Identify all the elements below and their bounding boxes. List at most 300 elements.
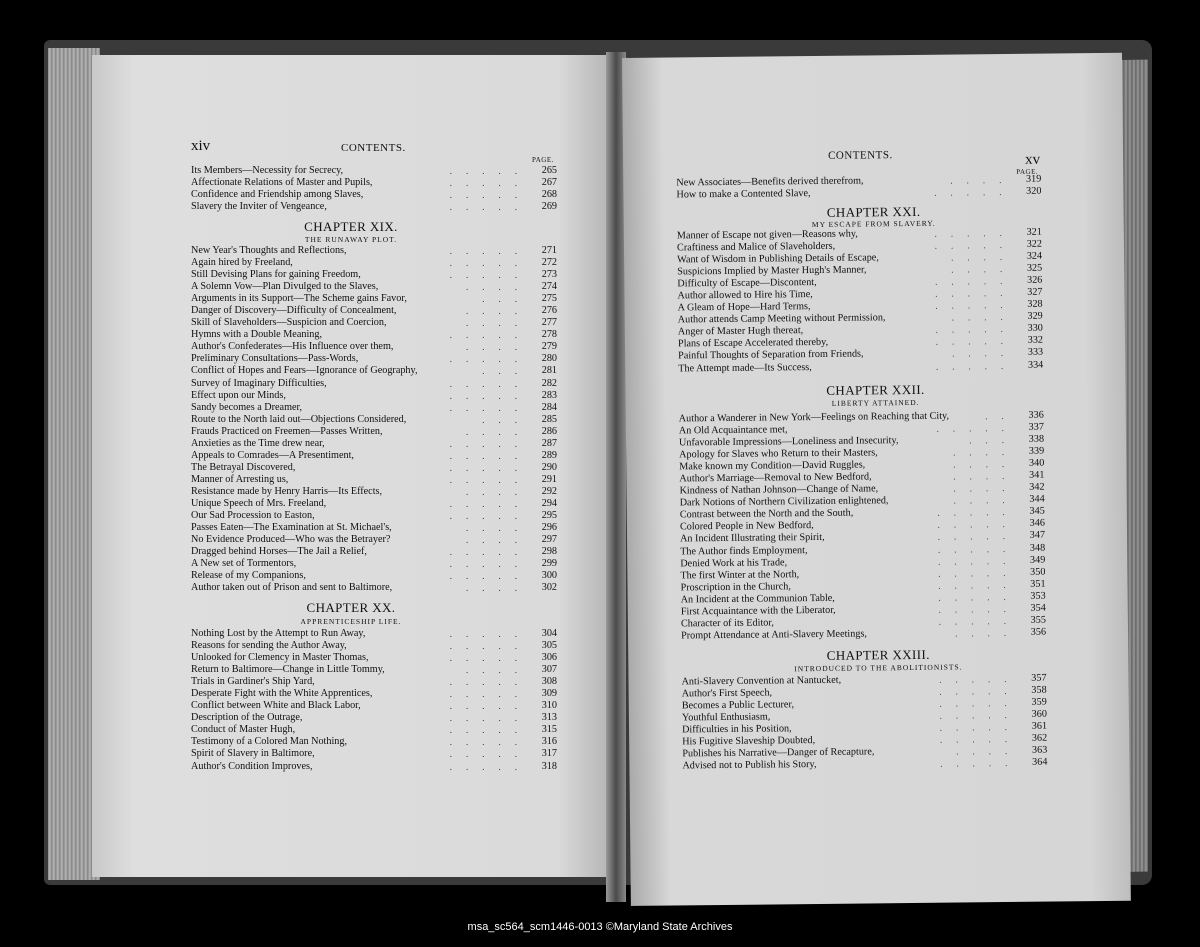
toc-entry-page: 299	[541, 558, 557, 570]
toc-list-chapter-22	[679, 410, 1046, 643]
leader-dots: ....	[466, 318, 531, 329]
chapter-heading: CHAPTER XXI.	[826, 203, 921, 220]
toc-entry	[191, 378, 557, 390]
toc-entry-page: 334	[1027, 359, 1044, 371]
toc-entry-title: Author's Confederates—His Influence over them,	[191, 341, 394, 353]
leader-dots: .....	[449, 761, 531, 772]
toc-entry-title: Testimony of a Colored Man Nothing,	[191, 736, 348, 748]
toc-entry	[191, 365, 557, 377]
toc-entry-page: 354	[1030, 602, 1046, 614]
leader-dots: .....	[936, 422, 1018, 434]
leader-dots: .....	[939, 697, 1021, 709]
leader-dots: .....	[940, 758, 1022, 770]
toc-entry-title: An Old Acquaintance met,	[678, 424, 788, 437]
leader-dots: .....	[935, 360, 1018, 372]
leader-dots: .....	[449, 677, 531, 688]
toc-entry-title: Denied Work at his Trade,	[680, 556, 788, 569]
toc-entry	[191, 201, 557, 213]
leader-dots: .....	[449, 559, 531, 570]
leader-dots: ....	[466, 523, 531, 534]
toc-entry-page: 357	[1031, 672, 1047, 684]
right-page	[622, 53, 1131, 906]
toc-entry	[191, 700, 557, 712]
leader-dots: ....	[466, 583, 531, 594]
leader-dots: .....	[935, 324, 1017, 336]
toc-entry-title: A Gleam of Hope—Hard Terms,	[677, 301, 811, 314]
toc-entry-title: Publishes his Narrative—Danger of Recapture,	[682, 746, 875, 760]
toc-entry-title: The Author finds Employment,	[680, 544, 808, 557]
toc-entry-page: 330	[1027, 322, 1043, 335]
chapter-subtitle: APPRENTICESHIP LIFE.	[300, 617, 402, 626]
toc-entry-page: 358	[1031, 684, 1047, 696]
leader-dots: .....	[938, 615, 1020, 627]
toc-entry	[191, 341, 557, 353]
leader-dots: ....	[466, 665, 531, 676]
toc-entry-title: Reasons for sending the Author Away,	[191, 640, 347, 652]
leader-dots: .....	[449, 378, 531, 389]
toc-entry-title: The first Winter at the North,	[680, 568, 800, 582]
toc-entry-title: Unlooked for Clemency in Master Thomas,	[191, 652, 369, 664]
toc-entry-page: 287	[541, 437, 557, 449]
toc-entry-page: 291	[541, 473, 557, 485]
toc-entry-title: Its Members—Necessity for Secrecy,	[191, 165, 344, 176]
toc-entry-page: 348	[1029, 542, 1046, 554]
toc-entry-page: 362	[1031, 732, 1048, 744]
toc-entry	[678, 359, 1043, 375]
toc-entry-title: Conflict between White and Black Labor,	[191, 700, 361, 712]
toc-entry	[191, 522, 557, 534]
leader-dots: .....	[937, 555, 1020, 567]
toc-entry-page: 326	[1027, 274, 1043, 286]
toc-entry-page: 280	[541, 353, 557, 365]
toc-entry-page: 285	[541, 413, 557, 425]
toc-entry-title: Still Devising Plans for gaining Freedom,	[191, 269, 361, 281]
toc-entry-title: Becomes a Public Lecturer,	[681, 699, 795, 712]
leader-dots: .....	[449, 462, 531, 473]
toc-list-chapter-21	[677, 227, 1043, 375]
toc-entry-page: 302	[541, 582, 557, 594]
leader-dots: ..	[985, 410, 1018, 422]
toc-entry-page: 306	[541, 652, 557, 664]
toc-entry-title: Make known my Condition—David Ruggles,	[679, 459, 866, 473]
toc-entry	[191, 582, 557, 594]
toc-entry-page: 284	[541, 401, 557, 413]
toc-entry-title: Nothing Lost by the Attempt to Run Away,	[191, 628, 366, 639]
toc-entry-title: An Incident Illustrating their Spirit,	[679, 532, 825, 545]
toc-entry-title: Youthful Enthusiasm,	[681, 711, 771, 724]
leader-dots: .....	[449, 390, 531, 401]
toc-entry-page: 344	[1029, 493, 1045, 506]
leader-dots: .....	[934, 186, 1016, 198]
toc-entry-title: Author's Condition Improves,	[191, 760, 313, 772]
toc-entry-page: 274	[541, 281, 557, 293]
toc-entry-page: 309	[541, 688, 557, 700]
leader-dots: .....	[449, 498, 531, 509]
leader-dots: .....	[938, 591, 1020, 603]
leader-dots: ....	[954, 627, 1021, 639]
toc-entry-title: Affectionate Relations of Master and Pupils,	[191, 177, 373, 189]
toc-entry-title: Sandy becomes a Dreamer,	[191, 401, 303, 413]
toc-entry	[191, 353, 557, 365]
toc-entry-title: Route to the North laid out—Objections Considered,	[191, 413, 407, 425]
toc-entry-title: Apology for Slaves who Return to their Masters,	[679, 447, 878, 461]
toc-entry-page: 295	[541, 510, 557, 522]
toc-entry-title: Conduct of Master Hugh,	[191, 724, 296, 736]
leader-dots: .....	[449, 330, 531, 341]
leader-dots: .....	[449, 202, 531, 213]
toc-entry-page: 292	[541, 485, 557, 497]
toc-entry-page: 349	[1029, 554, 1046, 566]
toc-entry-title: A New set of Tormentors,	[191, 558, 297, 570]
toc-entry-page: 340	[1028, 457, 1045, 469]
leader-dots: .....	[449, 629, 531, 639]
toc-list-chapter-23	[681, 673, 1047, 773]
toc-entry-page: 289	[541, 449, 557, 461]
leader-dots: .....	[449, 641, 531, 652]
toc-entry-title: His Fugitive Slaveship Doubted,	[682, 735, 816, 748]
toc-entry-page: 276	[541, 305, 557, 317]
toc-entry	[191, 165, 557, 177]
toc-entry-page: 346	[1029, 518, 1045, 530]
toc-entry-title: Plans of Escape Accelerated thereby,	[677, 337, 829, 350]
toc-entry-page: 267	[541, 177, 557, 189]
leader-dots: ....	[953, 447, 1019, 458]
chapter-subtitle: INTRODUCED TO THE ABOLITIONISTS.	[794, 662, 963, 674]
toc-entry-page: 313	[541, 712, 557, 724]
leader-dots: .....	[449, 571, 531, 582]
toc-entry	[191, 474, 557, 486]
toc-entry	[191, 736, 557, 748]
archive-caption: msa_sc564_scm1446-0013 ©Maryland State Archives	[467, 921, 733, 933]
toc-entry-page: 317	[541, 748, 557, 760]
leader-dots: .....	[449, 190, 531, 201]
toc-entry-title: Desperate Fight with the White Apprentices,	[191, 688, 373, 700]
leader-dots: ...	[969, 434, 1019, 446]
running-head: CONTENTS.	[341, 142, 406, 154]
toc-entry-title: Author's Marriage—Removal to New Bedford,	[679, 471, 872, 485]
toc-entry-page: 269	[541, 201, 557, 213]
toc-entry-title: Kindness of Nathan Johnson—Change of Name,	[679, 483, 879, 497]
leader-dots: ...	[482, 414, 531, 425]
toc-entry-title: Skill of Slaveholders—Suspicion and Coercion,	[191, 317, 387, 329]
toc-entry-title: Author taken out of Prison and sent to Baltimore,	[191, 582, 393, 594]
leader-dots: .....	[938, 567, 1020, 579]
leader-dots: .....	[939, 685, 1021, 697]
toc-entry	[191, 414, 557, 426]
toc-entry-title: Unfavorable Impressions—Loneliness and Insecurity,	[678, 435, 899, 449]
toc-entry-title: Return to Baltimore—Change in Little Tommy,	[191, 664, 385, 676]
leader-dots: .....	[939, 709, 1021, 721]
toc-entry-title: Appeals to Comrades—A Presentiment,	[191, 449, 354, 461]
leader-dots: ....	[951, 312, 1017, 323]
toc-entry-title: Prompt Attendance at Anti-Slavery Meetings,	[680, 628, 867, 642]
toc-entry-page: 272	[541, 257, 557, 269]
toc-list-chapter-20	[191, 628, 557, 773]
toc-entry-page: 318	[541, 760, 557, 772]
toc-entry-page: 305	[541, 640, 557, 652]
toc-entry	[191, 676, 557, 688]
leader-dots: ....	[950, 174, 1016, 186]
toc-entry	[191, 450, 557, 462]
toc-entry-page: 320	[1026, 185, 1042, 197]
toc-entry-page: 364	[1032, 756, 1048, 769]
toc-entry	[191, 281, 557, 293]
leader-dots: .....	[935, 300, 1017, 312]
toc-entry-title: Anti-Slavery Convention at Nantucket,	[681, 674, 842, 688]
toc-entry-page: 353	[1030, 590, 1046, 602]
toc-entry-page: 361	[1031, 720, 1048, 732]
leader-dots: ....	[951, 251, 1017, 263]
toc-entry	[191, 486, 557, 498]
toc-entry-page: 268	[541, 189, 557, 201]
chapter-subtitle: MY ESCAPE FROM SLAVERY.	[811, 218, 936, 230]
toc-entry-title: Slavery the Inviter of Vengeance,	[191, 201, 327, 213]
toc-entry-page: 286	[541, 425, 557, 437]
toc-entry-title: Description of the Outrage,	[191, 712, 303, 724]
toc-entry	[191, 269, 557, 281]
toc-entry	[191, 688, 557, 700]
page-number: xiv	[191, 138, 211, 154]
toc-entry-page: 319	[1025, 173, 1042, 185]
leader-dots: .....	[939, 673, 1021, 685]
toc-entry-page: 360	[1031, 708, 1047, 720]
toc-entry	[191, 748, 557, 760]
toc-list-chapter-19	[191, 245, 557, 594]
toc-entry	[191, 664, 557, 676]
leader-dots: .....	[449, 653, 531, 664]
leader-dots: .....	[937, 531, 1020, 543]
toc-entry-title: Author attends Camp Meeting without Permission,	[677, 312, 886, 326]
toc-entry-title: Release of my Companions,	[191, 570, 306, 582]
toc-entry-title: Difficulty of Escape—Discontent,	[677, 277, 817, 290]
toc-entry-page: 298	[541, 546, 557, 558]
toc-entry-title: Suspicions Implied by Master Hugh's Manner,	[677, 264, 867, 278]
page-label: PAGE.	[1016, 167, 1039, 176]
toc-entry-title: Preliminary Consultations—Pass-Words,	[191, 353, 359, 365]
leader-dots: .....	[935, 336, 1018, 348]
toc-entry-page: 321	[1026, 226, 1042, 238]
toc-entry-page: 363	[1031, 744, 1048, 757]
toc-entry-title: Author's First Speech,	[681, 687, 773, 700]
toc-entry-page: 316	[541, 736, 557, 748]
leader-dots: .....	[449, 737, 531, 748]
leader-dots: ....	[466, 426, 531, 437]
toc-entry-title: Painful Thoughts of Separation from Friends,	[678, 348, 864, 362]
toc-entry	[682, 757, 1047, 773]
toc-entry-title: The Attempt made—Its Success,	[678, 361, 812, 374]
toc-entry-title: An Incident at the Communion Table,	[680, 592, 835, 606]
leader-dots: ....	[466, 342, 531, 353]
toc-entry	[191, 305, 557, 317]
toc-entry	[681, 626, 1046, 642]
toc-entry-page: 347	[1029, 530, 1046, 542]
toc-entry-page: 290	[541, 461, 557, 473]
toc-entry-page: 342	[1029, 481, 1045, 494]
leader-dots: .....	[939, 722, 1022, 733]
toc-entry-title: Difficulties in his Position,	[681, 723, 792, 736]
leader-dots: ....	[951, 264, 1017, 275]
toc-entry	[676, 186, 1041, 202]
toc-entry-page: 296	[541, 522, 557, 534]
toc-entry-title: Craftiness and Malice of Slaveholders,	[676, 240, 836, 254]
toc-entry-title: Dragged behind Horses—The Jail a Relief,	[191, 546, 367, 558]
toc-entry	[191, 177, 557, 189]
chapter-subtitle: LIBERTY ATTAINED.	[831, 397, 920, 408]
toc-entry-page: 275	[541, 293, 557, 305]
leader-dots: ....	[466, 282, 531, 293]
chapter-subtitle: THE RUNAWAY PLOT.	[304, 235, 398, 244]
leader-dots: ....	[953, 483, 1019, 494]
toc-entry-page: 350	[1030, 566, 1046, 578]
toc-entry-title: Passes Eaten—The Examination at St. Michael's,	[191, 522, 392, 534]
toc-entry	[191, 438, 557, 450]
toc-entry	[191, 724, 557, 736]
toc-entry-title: Again hired by Freeland,	[191, 257, 293, 269]
toc-entry	[191, 546, 557, 558]
toc-list-top	[191, 165, 557, 213]
page-label: PAGE.	[532, 156, 554, 164]
leader-dots: .....	[937, 519, 1019, 531]
leader-dots: .....	[449, 258, 531, 269]
toc-entry	[191, 189, 557, 201]
leader-dots: .....	[449, 725, 531, 736]
toc-entry-page: 341	[1029, 469, 1045, 481]
toc-entry-page: 356	[1030, 626, 1047, 638]
toc-entry-title: Hymns with a Double Meaning,	[191, 329, 323, 341]
chapter-heading: CHAPTER XX.	[306, 600, 396, 615]
toc-entry-title: New Year's Thoughts and Reflections,	[191, 245, 347, 256]
toc-entry-page: 273	[541, 269, 557, 281]
toc-entry-title: Author allowed to Hire his Time,	[677, 289, 813, 302]
leader-dots: .....	[449, 166, 531, 176]
toc-entry-page: 337	[1028, 421, 1044, 433]
left-page	[92, 55, 610, 877]
toc-entry-page: 310	[541, 700, 557, 712]
toc-entry-title: Manner of Arresting us,	[191, 473, 289, 485]
toc-entry	[191, 257, 557, 269]
toc-entry-page: 351	[1030, 578, 1046, 590]
toc-entry-page: 294	[541, 497, 557, 509]
leader-dots: .....	[935, 276, 1017, 287]
toc-entry	[191, 317, 557, 329]
leader-dots: .....	[449, 749, 531, 760]
toc-entry-title: Resistance made by Henry Harris—Its Effects,	[191, 485, 383, 497]
toc-entry	[191, 534, 557, 546]
toc-entry	[191, 510, 557, 522]
toc-entry-title: Arguments in its Support—The Scheme gains Favor,	[191, 293, 407, 305]
toc-entry-title: Trials in Gardiner's Ship Yard,	[191, 676, 315, 688]
toc-entry-title: New Associates—Benefits derived therefrom,	[676, 175, 864, 189]
toc-entry-title: Character of its Editor,	[680, 617, 774, 630]
leader-dots: .....	[934, 239, 1017, 251]
leader-dots: .....	[449, 713, 531, 724]
leader-dots: .....	[449, 474, 531, 485]
leader-dots: ....	[953, 471, 1019, 482]
toc-entry	[191, 498, 557, 510]
toc-entry-title: Frauds Practiced on Freemen—Passes Written,	[191, 425, 383, 437]
toc-entry-title: First Acquaintance with the Liberator,	[680, 604, 836, 618]
chapter-heading: CHAPTER XIX.	[304, 219, 398, 234]
leader-dots: .....	[938, 579, 1020, 591]
leader-dots: .....	[449, 689, 531, 700]
toc-entry-page: 281	[541, 365, 557, 377]
toc-entry	[191, 402, 557, 414]
toc-entry-title: A Solemn Vow—Plan Divulged to the Slaves,	[191, 281, 379, 293]
toc-entry-page: 307	[541, 664, 557, 676]
toc-entry	[191, 628, 557, 640]
toc-entry-title: Conflict of Hopes and Fears—Ignorance of Geography,	[191, 365, 418, 377]
toc-entry-title: Our Sad Procession to Easton,	[191, 510, 315, 522]
leader-dots: .....	[449, 547, 531, 558]
toc-entry-page: 283	[541, 389, 557, 401]
toc-entry-page: 297	[541, 534, 557, 546]
chapter-heading: CHAPTER XXIII.	[826, 646, 930, 663]
leader-dots: .....	[938, 603, 1020, 615]
toc-entry	[191, 652, 557, 664]
leader-dots: .....	[449, 511, 531, 522]
toc-entry-title: Want of Wisdom in Publishing Details of Escape,	[677, 252, 879, 266]
leader-dots: .....	[939, 734, 1022, 745]
toc-entry-page: 345	[1029, 505, 1045, 518]
leader-dots: .....	[449, 270, 531, 281]
leader-dots: ....	[466, 535, 531, 546]
leader-dots: ....	[466, 486, 531, 497]
toc-entry	[191, 293, 557, 305]
leader-dots: .....	[937, 543, 1020, 555]
leader-dots: .....	[449, 178, 531, 189]
toc-entry-title: How to make a Contented Slave,	[676, 188, 811, 201]
toc-entry-title: Anxieties as the Time drew near,	[191, 437, 325, 449]
toc-entry-title: Manner of Escape not given—Reasons why,	[676, 228, 858, 242]
leader-dots: .....	[449, 450, 531, 461]
toc-entry-page: 315	[541, 724, 557, 736]
toc-entry-page: 322	[1026, 238, 1043, 250]
toc-entry-title: Spirit of Slavery in Baltimore,	[191, 748, 315, 760]
toc-entry-page: 265	[541, 165, 557, 176]
toc-entry-title: Confidence and Friendship among Slaves,	[191, 189, 364, 201]
toc-entry	[191, 245, 557, 257]
toc-entry-page: 327	[1027, 286, 1043, 299]
toc-entry	[191, 426, 557, 438]
leader-dots: .....	[935, 288, 1017, 299]
toc-entry-title: Survey of Imaginary Difficulties,	[191, 377, 327, 389]
toc-entry-page: 324	[1026, 250, 1043, 262]
toc-entry-page: 355	[1030, 614, 1046, 626]
leader-dots: .....	[449, 246, 531, 256]
toc-entry-page: 325	[1026, 262, 1043, 274]
leader-dots: ....	[466, 306, 531, 317]
leader-dots: ....	[953, 459, 1019, 470]
toc-entry-page: 338	[1028, 433, 1045, 445]
toc-entry-page: 332	[1027, 335, 1044, 347]
toc-entry-page: 277	[541, 317, 557, 329]
toc-entry-page: 271	[541, 245, 557, 256]
toc-entry-title: Proscription in the Church,	[680, 580, 791, 594]
toc-entry-page: 339	[1028, 445, 1045, 457]
toc-entry-title: No Evidence Produced—Who was the Betrayer?	[191, 534, 391, 546]
chapter-heading: CHAPTER XXII.	[826, 381, 925, 398]
toc-entry-title: Dark Notions of Northern Civilization enlightened,	[679, 495, 889, 509]
toc-entry-page: 308	[541, 676, 557, 688]
toc-entry	[191, 570, 557, 582]
leader-dots: .....	[449, 438, 531, 449]
toc-entry-title: Effect upon our Minds,	[191, 389, 286, 401]
toc-entry-title: Anger of Master Hugh thereat,	[677, 325, 804, 338]
toc-entry-page: 300	[541, 570, 557, 582]
toc-entry	[191, 712, 557, 724]
toc-entry-title: Danger of Discovery—Difficulty of Concealment,	[191, 305, 397, 317]
leader-dots: .....	[934, 227, 1016, 239]
